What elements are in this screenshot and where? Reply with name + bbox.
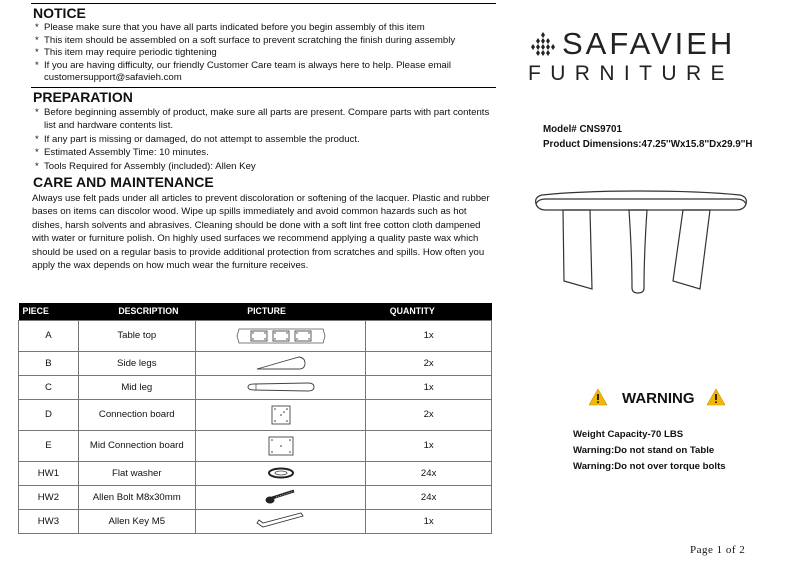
table-row — [19, 509, 492, 533]
table-row — [19, 485, 492, 509]
warning-line: Warning:Do not stand on Table — [573, 445, 715, 456]
care-text: Always use felt pads under all articles to prevent discoloration or softening of the lacquer. Plastic and rubber bases on items can discolor wood. Wipe up spills immediately and avoid common hazards such as hot dishes, harsh solvents and abrasives. Cleaning should be done with a soft lint free cotton cloth dampened with water or furniture polish. On highly used surfaces we recommend applying a quality paste wax which should be used on a regular basis to provide additional protection from scratches and spills. How often you apply the wax depends on how much wear the furniture receives. — [32, 193, 490, 272]
instructions-column — [31, 3, 496, 272]
table-row — [19, 375, 492, 399]
description-cell: Connection board — [78, 399, 195, 430]
list-item: * Please make sure that you have all parts indicated before you begin assembly of this item — [34, 22, 496, 35]
description-cell: Side legs — [78, 351, 195, 375]
piece-cell: B — [19, 351, 79, 375]
weight-capacity: Weight Capacity-70 LBS — [573, 429, 684, 440]
header-description: DESCRIPTION — [78, 303, 195, 320]
warning-triangle-icon — [706, 387, 726, 407]
piece-cell: HW1 — [19, 461, 79, 485]
list-item: * This item may require periodic tightening — [34, 47, 496, 60]
quantity-cell: 24x — [366, 485, 492, 509]
quantity-cell: 2x — [366, 351, 492, 375]
quantity-cell: 1x — [366, 509, 492, 533]
allen-bolt-icon — [195, 485, 366, 509]
header-picture: PICTURE — [195, 303, 366, 320]
description-cell: Table top — [78, 320, 195, 351]
warning-title: WARNING — [622, 390, 695, 407]
piece-cell: HW2 — [19, 485, 79, 509]
quantity-cell: 24x — [366, 461, 492, 485]
warning-banner — [588, 387, 728, 411]
brand-subtitle: FURNITURE — [528, 62, 734, 85]
piece-cell: A — [19, 320, 79, 351]
warning-line: Warning:Do not over torque bolts — [573, 461, 726, 472]
allen-key-icon — [195, 509, 366, 533]
notice-list — [31, 22, 496, 85]
description-cell: Allen Key M5 — [78, 509, 195, 533]
list-item: * Tools Required for Assembly (included): Allen Key — [34, 160, 496, 173]
care-heading: CARE AND MAINTENANCE — [33, 174, 214, 190]
preparation-list — [31, 106, 496, 173]
table-row — [19, 399, 492, 430]
quantity-cell: 1x — [366, 375, 492, 399]
model-number: Model# CNS9701 — [543, 124, 622, 135]
brand-name: SAFAVIEH — [562, 26, 736, 61]
description-cell: Allen Bolt M8x30mm — [78, 485, 195, 509]
list-item: * Estimated Assembly Time: 10 minutes. — [34, 146, 496, 159]
description-cell: Flat washer — [78, 461, 195, 485]
list-item: * This item should be assembled on a soft surface to prevent scratching the finish during assembly — [34, 35, 496, 48]
quantity-cell: 2x — [366, 399, 492, 430]
table-row — [19, 430, 492, 461]
brand-logo — [528, 26, 758, 86]
side-leg-icon — [195, 351, 366, 375]
header-quantity: QUANTITY — [366, 303, 492, 320]
warning-details — [573, 427, 726, 475]
piece-cell: HW3 — [19, 509, 79, 533]
table-header-row — [19, 303, 492, 320]
connection-board-icon — [195, 399, 366, 430]
flat-washer-icon — [195, 461, 366, 485]
list-item: * If any part is missing or damaged, do not attempt to assemble the product. — [34, 133, 496, 146]
page-number: Page 1 of 2 — [690, 544, 746, 556]
mid-connection-board-icon — [195, 430, 366, 461]
piece-cell: D — [19, 399, 79, 430]
description-cell: Mid leg — [78, 375, 195, 399]
list-item: * If you are having difficulty, our friendly Customer Care team is always here to help. Please email customersupport@safavieh.com — [34, 60, 496, 85]
header-piece: PIECE — [19, 303, 79, 320]
notice-heading: NOTICE — [31, 3, 496, 22]
product-info — [543, 122, 752, 152]
quantity-cell: 1x — [366, 430, 492, 461]
quantity-cell: 1x — [366, 320, 492, 351]
piece-cell: E — [19, 430, 79, 461]
piece-cell: C — [19, 375, 79, 399]
list-item: * Before beginning assembly of product, make sure all parts are present. Compare parts with part contents list and hardware contents list. — [34, 106, 496, 133]
warning-triangle-icon — [588, 387, 608, 407]
safavieh-logo-mark — [528, 32, 558, 58]
table-row — [19, 320, 492, 351]
preparation-heading: PREPARATION — [31, 87, 496, 106]
console-table-drawing — [530, 185, 752, 297]
description-cell: Mid Connection board — [78, 430, 195, 461]
product-dimensions: Product Dimensions:47.25''Wx15.8''Dx29.9''H — [543, 139, 753, 150]
mid-leg-icon — [195, 375, 366, 399]
table-row — [19, 461, 492, 485]
table-top-icon — [195, 320, 366, 351]
table-row — [19, 351, 492, 375]
parts-table — [18, 303, 492, 534]
